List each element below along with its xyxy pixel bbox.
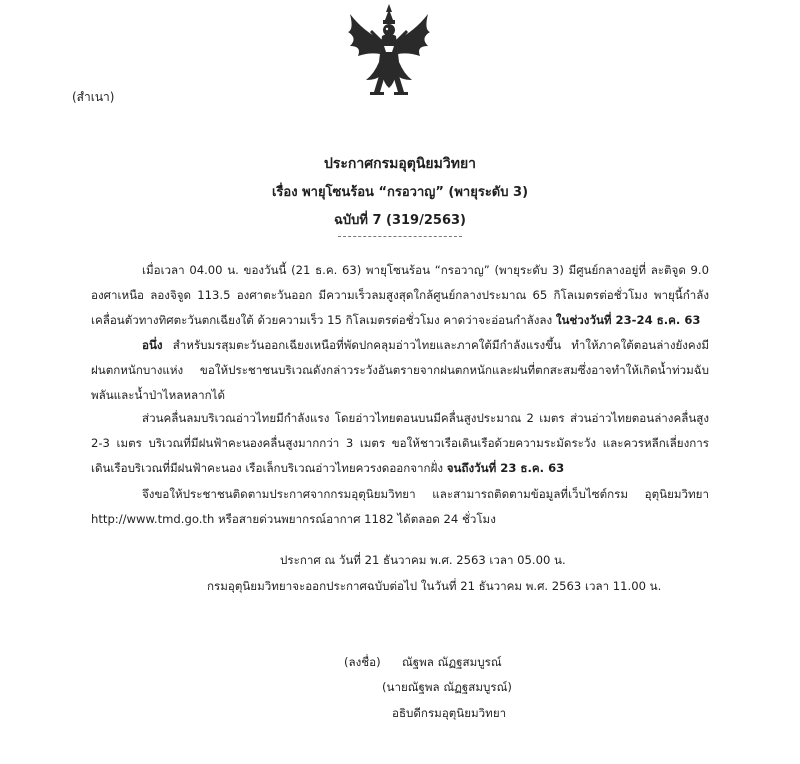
paragraph-bold-date: จนถึงวันที่ 23 ธ.ค. 63 bbox=[446, 461, 565, 475]
signer-full-name: (นายณัฐพล ณัฏฐสมบูรณ์) bbox=[382, 680, 512, 694]
paragraph-text: จึงขอให้ประชาชนติดตามประกาศจากกรมอุตุนิยมวิทยา และสามารถติดตามข้อมูลที่เว็บไซต์กรม อุตุนิยมวิทยา http://www.tmd.go.th หรือสายด่วนพยากรณ์อากาศ 1182 ได้ตลอด 24 ชั่วโมง bbox=[91, 487, 709, 526]
document-subject: เรื่อง พายุโซนร้อน “กรอวาญ” (พายุระดับ 3) bbox=[271, 185, 529, 200]
separator-line bbox=[338, 236, 462, 237]
issue-number: ฉบับที่ 7 (319/2563) bbox=[334, 213, 466, 228]
copy-mark: (สำเนา) bbox=[72, 90, 115, 104]
paragraph-bold-lead: อนึ่ง bbox=[142, 338, 163, 352]
paragraph-waves bbox=[91, 406, 709, 481]
paragraph-text: สำหรับมรสุมตะวันออกเฉียงเหนือที่พัดปกคลุมอ่าวไทยและภาคใต้มีกำลังแรงขึ้น ทำให้ภาคใต้ตอนล่างยังคงมีฝนตกหนักบางแห่ง ขอให้ประชาชนบริเวณดังกล่าวระวังอันตรายจากฝนตกหนักและฝนที่ตกสะสมซึ่งอาจทำให้เกิดน้ำท่วมฉับพลันและน้ำป่าไหลหลากได้ bbox=[91, 338, 709, 402]
paragraph-contact bbox=[91, 482, 709, 532]
paragraph-text: เมื่อเวลา 04.00 น. ของวันนี้ (21 ธ.ค. 63) พายุโซนร้อน “กรอวาญ” (พายุระดับ 3) มีศูนย์กลางอยู่ที่ ละติจูด 9.0 องศาเหนือ ลองจิจูด 113.5 องศาตะวันออก มีความเร็วลมสูงสุดใกล้ศูนย์กลางประมาณ 65 กิโลเมตรต่อชั่วโมง พายุนี้กำลังเคลื่อนตัวทางทิศตะวันตกเฉียงใต้ ด้วยความเร็ว 15 กิโลเมตรต่อชั่วโมง คาดว่าจะอ่อนกำลังลง bbox=[91, 263, 709, 327]
next-issue-line: กรมอุตุนิยมวิทยาจะออกประกาศฉบับต่อไป ในวันที่ 21 ธันวาคม พ.ศ. 2563 เวลา 11.00 น. bbox=[207, 579, 662, 593]
signature-name: ณัฐพล ณัฏฐสมบูรณ์ bbox=[402, 655, 502, 669]
signature-label: (ลงชื่อ) bbox=[344, 655, 381, 669]
announce-date-line: ประกาศ ณ วันที่ 21 ธันวาคม พ.ศ. 2563 เวลา 05.00 น. bbox=[280, 553, 566, 567]
garuda-emblem-icon bbox=[344, 2, 434, 100]
paragraph-monsoon bbox=[91, 333, 709, 408]
signer-position: อธิบดีกรมอุตุนิยมวิทยา bbox=[392, 706, 507, 720]
paragraph-text: ส่วนคลื่นลมบริเวณอ่าวไทยมีกำลังแรง โดยอ่าวไทยตอนบนมีคลื่นสูงประมาณ 2 เมตร ส่วนอ่าวไทยตอนล่างคลื่นสูง 2-3 เมตร บริเวณที่มีฝนฟ้าคะนองคลื่นสูงมากกว่า 3 เมตร ขอให้ชาวเรือเดินเรือด้วยความระมัดระวัง และควรหลีกเลี่ยงการเดินเรือบริเวณที่มีฝนฟ้าคะนอง เรือเล็กบริเวณอ่าวไทยควรงดออกจากฝั่ง bbox=[91, 411, 709, 475]
paragraph-storm-position bbox=[91, 258, 709, 333]
paragraph-bold-date: ในช่วงวันที่ 23-24 ธ.ค. 63 bbox=[555, 313, 701, 327]
signature-line bbox=[344, 654, 502, 672]
document-title: ประกาศกรมอุตุนิยมวิทยา bbox=[323, 156, 477, 172]
